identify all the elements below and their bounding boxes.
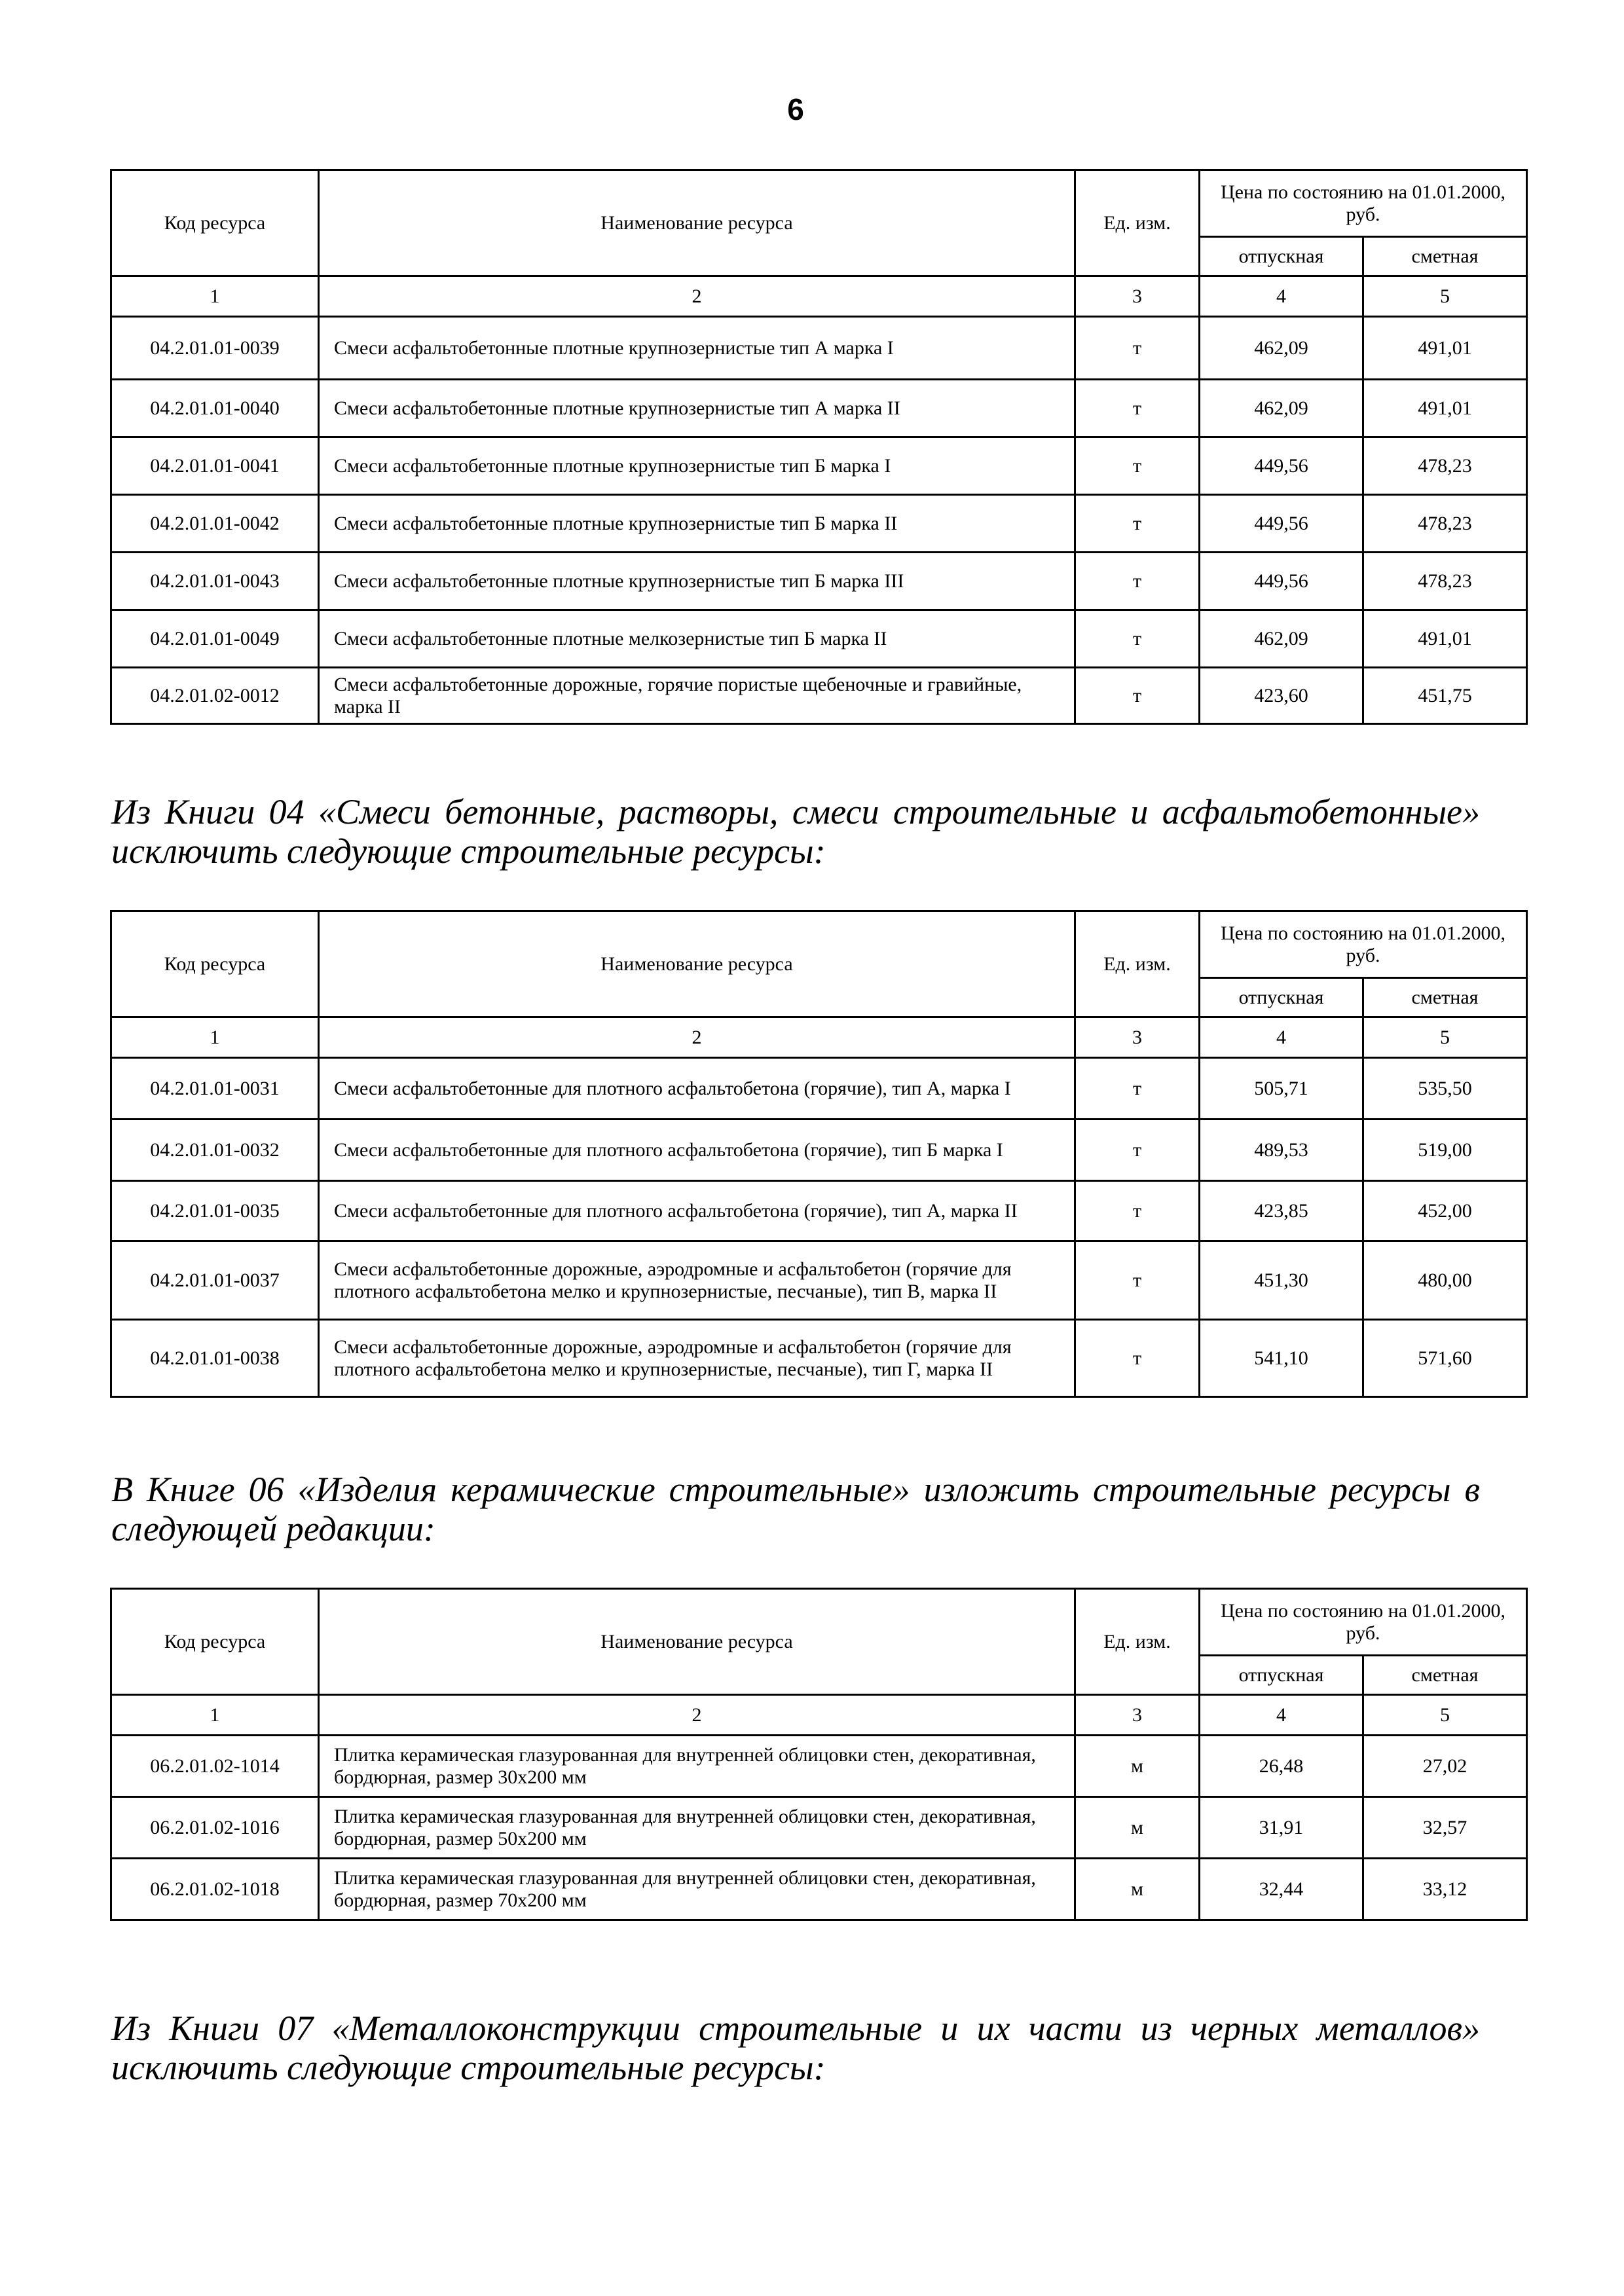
table-row <box>111 317 1527 380</box>
table-row <box>111 1797 1527 1859</box>
table-body <box>111 1058 1527 1397</box>
estimate-price: 491,01 <box>1363 317 1527 380</box>
release-price: 489,53 <box>1200 1120 1363 1181</box>
table-row <box>111 1736 1527 1797</box>
header-name: Наименование ресурса <box>319 911 1075 1017</box>
header-name: Наименование ресурса <box>319 1589 1075 1695</box>
header-unit: Ед. изм. <box>1075 1589 1200 1695</box>
resource-code: 04.2.01.01-0043 <box>111 553 319 610</box>
resource-code: 04.2.01.01-0040 <box>111 380 319 437</box>
table-row <box>111 1859 1527 1920</box>
resource-unit: т <box>1075 1120 1200 1181</box>
resource-name: Смеси асфальтобетонные плотные крупнозернистые тип А марка II <box>319 380 1075 437</box>
estimate-price: 451,75 <box>1363 668 1527 724</box>
resource-unit: т <box>1075 610 1200 668</box>
header-price: Цена по состоянию на 01.01.2000, руб. <box>1200 1589 1527 1656</box>
table-row <box>111 437 1527 495</box>
resource-name: Смеси асфальтобетонные дорожные, горячие пористые щебеночные и гравийные, марка II <box>319 668 1075 724</box>
header-estimate: сметная <box>1363 1656 1527 1695</box>
section-caption-3: Из Книги 07 «Металлоконструкции строительные и их части из черных металлов» исключить следующие строительные ресурсы: <box>111 2009 1480 2087</box>
section-caption-1: Из Книги 04 «Смеси бетонные, растворы, смеси строительные и асфальтобетонные» исключить следующие строительные ресурсы: <box>111 792 1480 871</box>
resource-unit: т <box>1075 317 1200 380</box>
header-estimate: сметная <box>1363 237 1527 276</box>
resource-table-3 <box>110 1588 1528 1921</box>
resource-code: 04.2.01.01-0041 <box>111 437 319 495</box>
resource-name: Плитка керамическая глазурованная для внутренней облицовки стен, декоративная, бордюрная, размер 50х200 мм <box>319 1797 1075 1859</box>
release-price: 462,09 <box>1200 610 1363 668</box>
release-price: 449,56 <box>1200 553 1363 610</box>
table-row <box>111 1181 1527 1241</box>
estimate-price: 491,01 <box>1363 380 1527 437</box>
resource-unit: т <box>1075 553 1200 610</box>
table-row <box>111 610 1527 668</box>
release-price: 423,85 <box>1200 1181 1363 1241</box>
release-price: 462,09 <box>1200 380 1363 437</box>
resource-code: 04.2.01.01-0037 <box>111 1241 319 1320</box>
resource-name: Смеси асфальтобетонные плотные мелкозернистые тип Б марка II <box>319 610 1075 668</box>
estimate-price: 452,00 <box>1363 1181 1527 1241</box>
resource-name: Смеси асфальтобетонные плотные крупнозернистые тип А марка I <box>319 317 1075 380</box>
resource-unit: т <box>1075 1320 1200 1397</box>
estimate-price: 480,00 <box>1363 1241 1527 1320</box>
index-cell: 3 <box>1075 276 1200 317</box>
resource-code: 04.2.01.02-0012 <box>111 668 319 724</box>
estimate-price: 571,60 <box>1363 1320 1527 1397</box>
resource-name: Смеси асфальтобетонные плотные крупнозернистые тип Б марка III <box>319 553 1075 610</box>
resource-name: Смеси асфальтобетонные плотные крупнозернистые тип Б марка I <box>319 437 1075 495</box>
resource-code: 06.2.01.02-1018 <box>111 1859 319 1920</box>
resource-table-2 <box>110 910 1528 1398</box>
resource-code: 04.2.01.01-0032 <box>111 1120 319 1181</box>
resource-unit: т <box>1075 380 1200 437</box>
resource-code: 04.2.01.01-0039 <box>111 317 319 380</box>
table-row <box>111 1241 1527 1320</box>
estimate-price: 491,01 <box>1363 610 1527 668</box>
release-price: 31,91 <box>1200 1797 1363 1859</box>
index-cell: 4 <box>1200 276 1363 317</box>
resource-code: 04.2.01.01-0049 <box>111 610 319 668</box>
table-body <box>111 1736 1527 1920</box>
index-cell: 2 <box>319 276 1075 317</box>
resource-unit: т <box>1075 1181 1200 1241</box>
header-price: Цена по состоянию на 01.01.2000, руб. <box>1200 911 1527 978</box>
table-row <box>111 380 1527 437</box>
index-cell: 3 <box>1075 1017 1200 1058</box>
resource-unit: т <box>1075 1241 1200 1320</box>
index-cell: 4 <box>1200 1695 1363 1736</box>
table-row <box>111 1120 1527 1181</box>
release-price: 462,09 <box>1200 317 1363 380</box>
header-estimate: сметная <box>1363 978 1527 1017</box>
estimate-price: 27,02 <box>1363 1736 1527 1797</box>
resource-unit: т <box>1075 668 1200 724</box>
resource-name: Смеси асфальтобетонные дорожные, аэродромные и асфальтобетон (горячие для плотного асфальтобетона мелко и крупнозернистые, песчаные), тип Г, марка II <box>319 1320 1075 1397</box>
resource-name: Смеси асфальтобетонные дорожные, аэродромные и асфальтобетон (горячие для плотного асфальтобетона мелко и крупнозернистые, песчаные), тип В, марка II <box>319 1241 1075 1320</box>
resource-table-1 <box>110 169 1528 725</box>
header-release: отпускная <box>1200 978 1363 1017</box>
table-row <box>111 495 1527 553</box>
estimate-price: 535,50 <box>1363 1058 1527 1120</box>
resource-code: 04.2.01.01-0038 <box>111 1320 319 1397</box>
estimate-price: 519,00 <box>1363 1120 1527 1181</box>
header-release: отпускная <box>1200 237 1363 276</box>
release-price: 423,60 <box>1200 668 1363 724</box>
header-code: Код ресурса <box>111 1589 319 1695</box>
header-unit: Ед. изм. <box>1075 170 1200 276</box>
index-cell: 1 <box>111 1695 319 1736</box>
resource-unit: т <box>1075 437 1200 495</box>
table-body <box>111 317 1527 724</box>
header-release: отпускная <box>1200 1656 1363 1695</box>
release-price: 32,44 <box>1200 1859 1363 1920</box>
header-code: Код ресурса <box>111 170 319 276</box>
header-unit: Ед. изм. <box>1075 911 1200 1017</box>
release-price: 26,48 <box>1200 1736 1363 1797</box>
table-row <box>111 1058 1527 1120</box>
resource-unit: м <box>1075 1797 1200 1859</box>
resource-code: 04.2.01.01-0035 <box>111 1181 319 1241</box>
estimate-price: 478,23 <box>1363 437 1527 495</box>
index-cell: 2 <box>319 1695 1075 1736</box>
index-cell: 4 <box>1200 1017 1363 1058</box>
table-row <box>111 668 1527 724</box>
estimate-price: 478,23 <box>1363 553 1527 610</box>
resource-unit: т <box>1075 1058 1200 1120</box>
table-row <box>111 1320 1527 1397</box>
table-row <box>111 553 1527 610</box>
resource-code: 04.2.01.01-0031 <box>111 1058 319 1120</box>
resource-name: Плитка керамическая глазурованная для внутренней облицовки стен, декоративная, бордюрная, размер 70х200 мм <box>319 1859 1075 1920</box>
index-cell: 5 <box>1363 1017 1527 1058</box>
index-cell: 5 <box>1363 1695 1527 1736</box>
section-caption-2: В Книге 06 «Изделия керамические строительные» изложить строительные ресурсы в следующей редакции: <box>111 1470 1480 1548</box>
estimate-price: 478,23 <box>1363 495 1527 553</box>
release-price: 449,56 <box>1200 437 1363 495</box>
resource-code: 06.2.01.02-1014 <box>111 1736 319 1797</box>
estimate-price: 33,12 <box>1363 1859 1527 1920</box>
resource-name: Смеси асфальтобетонные для плотного асфальтобетона (горячие), тип Б марка I <box>319 1120 1075 1181</box>
header-code: Код ресурса <box>111 911 319 1017</box>
index-cell: 5 <box>1363 276 1527 317</box>
resource-name: Смеси асфальтобетонные для плотного асфальтобетона (горячие), тип А, марка II <box>319 1181 1075 1241</box>
index-cell: 2 <box>319 1017 1075 1058</box>
resource-unit: м <box>1075 1736 1200 1797</box>
release-price: 451,30 <box>1200 1241 1363 1320</box>
release-price: 505,71 <box>1200 1058 1363 1120</box>
header-price: Цена по состоянию на 01.01.2000, руб. <box>1200 170 1527 237</box>
page-number: 6 <box>787 92 804 126</box>
index-cell: 1 <box>111 1017 319 1058</box>
resource-unit: т <box>1075 495 1200 553</box>
index-cell: 3 <box>1075 1695 1200 1736</box>
resource-unit: м <box>1075 1859 1200 1920</box>
resource-name: Смеси асфальтобетонные для плотного асфальтобетона (горячие), тип А, марка I <box>319 1058 1075 1120</box>
resource-code: 04.2.01.01-0042 <box>111 495 319 553</box>
estimate-price: 32,57 <box>1363 1797 1527 1859</box>
resource-name: Плитка керамическая глазурованная для внутренней облицовки стен, декоративная, бордюрная, размер 30х200 мм <box>319 1736 1075 1797</box>
index-cell: 1 <box>111 276 319 317</box>
header-name: Наименование ресурса <box>319 170 1075 276</box>
resource-name: Смеси асфальтобетонные плотные крупнозернистые тип Б марка II <box>319 495 1075 553</box>
release-price: 449,56 <box>1200 495 1363 553</box>
release-price: 541,10 <box>1200 1320 1363 1397</box>
resource-code: 06.2.01.02-1016 <box>111 1797 319 1859</box>
